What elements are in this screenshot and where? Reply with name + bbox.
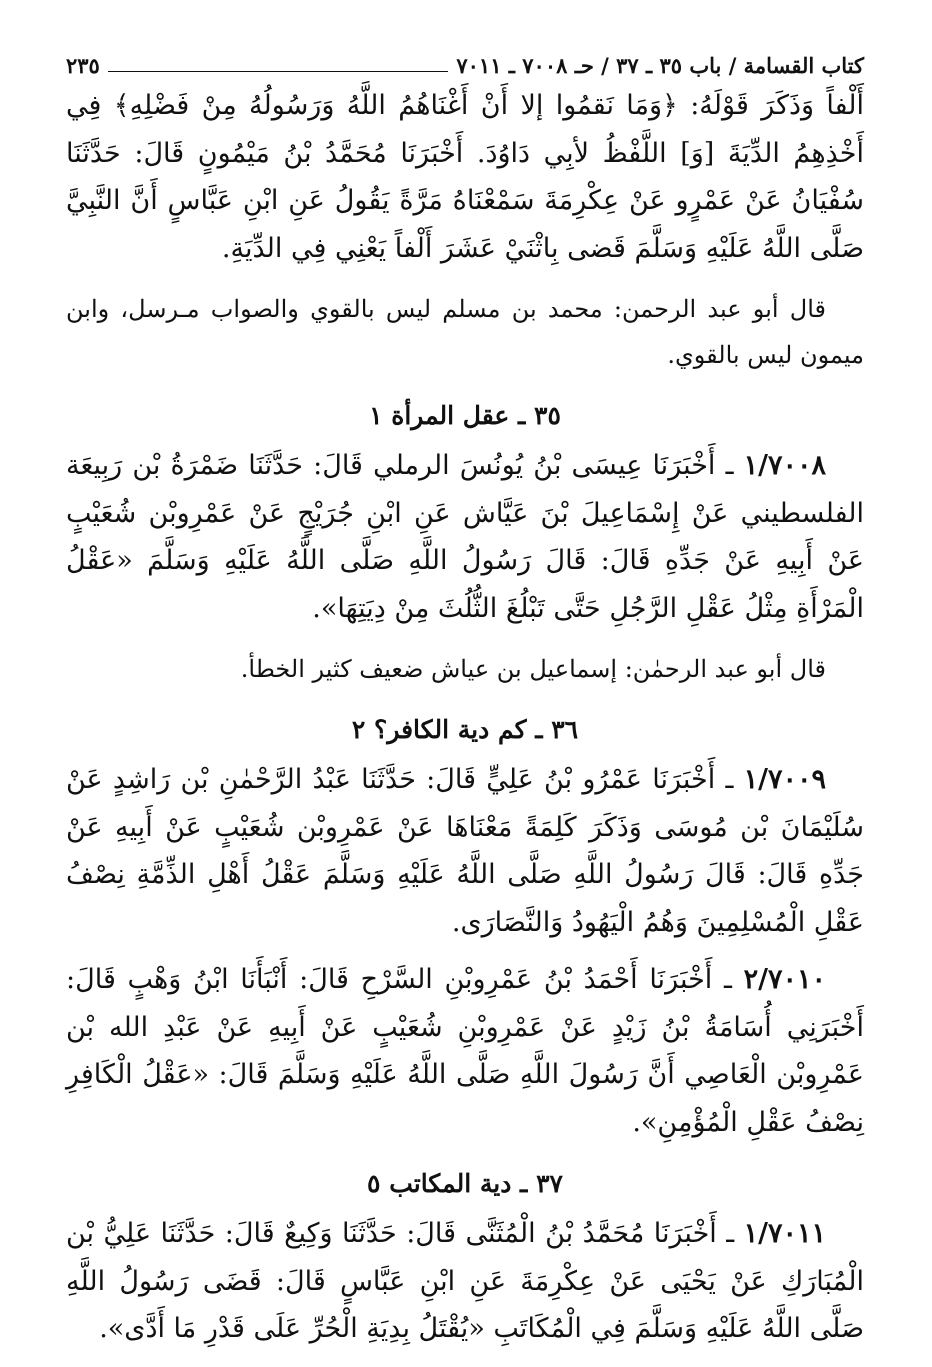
hadith-number: ١/٧٠١١ bbox=[743, 1218, 826, 1249]
author-note: قال أبو عبد الرحمٰن: إسماعيل بن عياش ضعيف كثير الخطأ. bbox=[240, 655, 826, 683]
author-note: قال أبو عبد الرحمن: محمد بن مسلم ليس بالقوي والصواب مـرسل، وابن ميمون ليس بالقوي. bbox=[66, 295, 864, 369]
running-title: كتاب القسامة / باب ٣٥ ـ ٣٧ / حـ ٧٠٠٨ ـ ٧٠١١ bbox=[456, 53, 864, 78]
page-header bbox=[66, 52, 864, 82]
hadith-text: ـ أَخْبَرَنَا عَمْرُو بْنُ عَلِيٍّ قَالَ: حَدَّثَنَا عَبْدُ الرَّحْمٰنِ بْن رَاشِدٍ عَنْ سُلَيْمَانَ بْن مُوسَى وَذَكَرَ كَلِمَةً مَعْنَاهَا عَنْ عَمْرِوبْن شُعَيْبٍ عَنْ أَبِيهِ عَنْ جَدِّهِ قَالَ: قَالَ رَسُولُ اللَّهِ صَلَّى اللَّهُ عَلَيْهِ وَسَلَّمَ عَقْلُ أَهْلِ الذِّمَّةِ نِصْفُ عَقْلِ الْمُسْلِمِينَ وَهُمُ الْيَهُودُ وَالنَّصَارَى. bbox=[66, 764, 864, 938]
hadith-paragraph bbox=[66, 442, 864, 632]
page-number: ٢٣٥ bbox=[66, 53, 100, 78]
chapter-heading: ٣٥ ـ عقل المرأة ١ bbox=[369, 401, 561, 430]
hadith-text: ـ أَخْبَرَنَا عِيسَى بْنُ يُونُسَ الرملي قَالَ: حَدَّثَنَا ضَمْرَةُ بْن رَبِيعَة الفلسطيني عَنْ إِسْمَاعِيلَ بْنَ عَيَّاش عَنِ ابْنِ جُرَيْجٍ عَنْ عَمْرِوبْن شُعَيْبٍ عَنْ أَبِيهِ عَنْ جَدِّهِ قَالَ: قَالَ رَسُولُ اللَّهِ صَلَّى اللَّهُ عَلَيْهِ وَسَلَّمَ «عَقْلُ الْمَرْأَةِ مِثْلُ عَقْلِ الرَّجُلِ حَتَّى تَبْلُغَ الثُّلُثَ مِنْ دِيَتِهَا». bbox=[66, 450, 864, 624]
hadith-paragraph bbox=[66, 756, 864, 946]
hadith-text: ـ أَخْبَرَنَا أَحْمَدُ بْنُ عَمْرِوبْنِ السَّرْحِ قَالَ: أَنْبَأَنَا ابْنُ وَهْبٍ قَالَ: أَخْبَرَنِي أُسَامَةُ بْنُ زَيْدٍ عَنْ عَمْرِوبْنِ شُعَيْبٍ عَنْ أَبِيهِ عَنْ عَبْدِ الله بْن عَمْرِوبْن الْعَاصِي أَنَّ رَسُولَ اللَّهِ صَلَّى اللَّهُ عَلَيْهِ وَسَلَّمَ قَالَ: «عَقْلُ الْكَافِرِ نِصْفُ عَقْلِ الْمُؤْمِنِ». bbox=[66, 964, 864, 1138]
hadith-text: ـ أَخْبَرَنَا مُحَمَّدُ بْنُ الْمُثَنَّى قَالَ: حَدَّثَنَا وَكِيعٌ قَالَ: حَدَّثَنَا عَلِيُّ بْن الْمُبَارَكِ عَنْ يَحْيَى عَنْ عِكْرِمَةَ عَنِ ابْنِ عَبَّاسٍ قَالَ: قَضَى رَسُولُ اللَّهِ صَلَّى اللَّهُ عَلَيْهِ وَسَلَّمَ فِي الْمُكَاتَبِ «يُقْتَلُ بِدِيَةِ الْحُرِّ عَلَى قَدْرِ مَا أَدَّى». bbox=[66, 1218, 864, 1344]
hadith-paragraph bbox=[66, 1210, 864, 1353]
continued-text: أَلْفاً وَذَكَرَ قَوْلَهُ: ﴿وَمَا نَقمُوا إلا أَنْ أَغْنَاهُمُ اللَّهُ وَرَسُولُهُ مِنْ فَضْلِهِ﴾ فِي أَخْذِهِمُ الدِّيَةَ [وَ] اللَّفْظُ لأبِي دَاوُدَ. أَخْبَرَنَا مُحَمَّدُ بْنُ مَيْمُونٍ قَالَ: حَدَّثَنَا سُفْيَانُ عَنْ عَمْرٍو عَنْ عِكْرِمَةَ سَمْعْنَاهُ مَرَّةً يَقُولُ عَنِ ابْنِ عَبَّاسٍ أَنَّ النَّبِيَّ صَلَّى اللَّهُ عَلَيْهِ وَسَلَّمَ قَضى بِاثْنَيْ عَشَرَ أَلْفاً يَعْنِي فِي الدِّيَةِ. bbox=[66, 90, 864, 264]
header-rule bbox=[108, 71, 449, 72]
hadith-paragraph bbox=[66, 956, 864, 1146]
hadith-number: ١/٧٠٠٩ bbox=[743, 764, 826, 795]
hadith-number: ٢/٧٠١٠ bbox=[743, 964, 826, 995]
hadith-number: ١/٧٠٠٨ bbox=[743, 450, 826, 481]
chapter-heading: ٣٧ ـ دية المكاتب ٥ bbox=[367, 1169, 563, 1198]
chapter-heading: ٣٦ ـ كم دية الكافر؟ ٢ bbox=[351, 715, 579, 744]
